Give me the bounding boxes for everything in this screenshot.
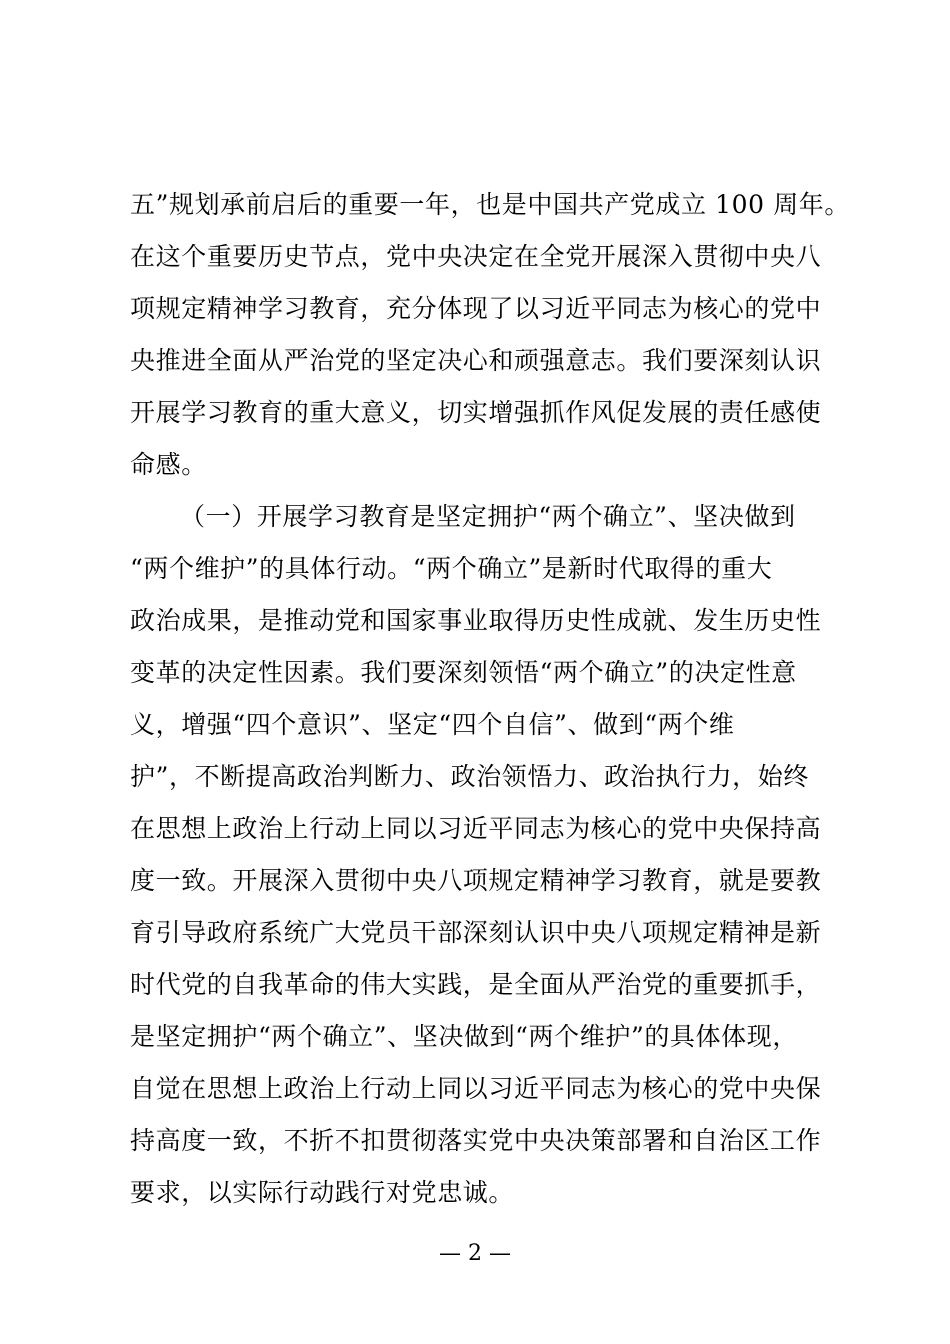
body-text-line: 时代党的自我革命的伟大实践，是全面从严治党的重要抓手， <box>130 970 822 999</box>
body-text-line: 命感。 <box>130 450 207 479</box>
body-text-line: 在思想上政治上行动上同以习近平同志为核心的党中央保持高 <box>130 814 822 843</box>
body-text-line: 护”，不断提高政治判断力、政治领悟力、政治执行力，始终 <box>130 762 809 791</box>
body-text-line: 央推进全面从严治党的坚定决心和顽强意志。我们要深刻认识 <box>130 346 822 375</box>
page-number: — 2 — <box>439 1241 511 1266</box>
body-text-line: 自觉在思想上政治上行动上同以习近平同志为核心的党中央保 <box>130 1074 822 1103</box>
body-text-line: 政治成果，是推动党和国家事业取得历史性成就、发生历史性 <box>130 606 822 635</box>
section-heading-line: （一）开展学习教育是坚定拥护“两个确立”、坚决做到 <box>180 502 796 531</box>
body-text-line: 要求，以实际行动践行对党忠诚。 <box>130 1178 515 1207</box>
body-text-line: 度一致。开展深入贯彻中央八项规定精神学习教育，就是要教 <box>130 866 822 895</box>
body-text-line: 义，增强“四个意识”、坚定“四个自信”、做到“两个维 <box>130 710 735 739</box>
body-text-line: 开展学习教育的重大意义，切实增强抓作风促发展的责任感使 <box>130 398 822 427</box>
body-text-line: 在这个重要历史节点，党中央决定在全党开展深入贯彻中央八 <box>130 242 822 271</box>
body-text-line: “两个维护”的具体行动。“两个确立”是新时代取得的重大 <box>130 554 773 583</box>
body-text-line: 育引导政府系统广大党员干部深刻认识中央八项规定精神是新 <box>130 918 822 947</box>
body-text-line: 持高度一致，不折不扣贯彻落实党中央决策部署和自治区工作 <box>130 1126 822 1155</box>
body-text-line: 变革的决定性因素。我们要深刻领悟“两个确立”的决定性意 <box>130 658 797 687</box>
body-text-line: 是坚定拥护“两个确立”、坚决做到“两个维护”的具体体现， <box>130 1022 798 1051</box>
body-text-line: 五”规划承前启后的重要一年，也是中国共产党成立 100 周年。 <box>130 190 850 219</box>
body-text-line: 项规定精神学习教育，充分体现了以习近平同志为核心的党中 <box>130 294 822 323</box>
